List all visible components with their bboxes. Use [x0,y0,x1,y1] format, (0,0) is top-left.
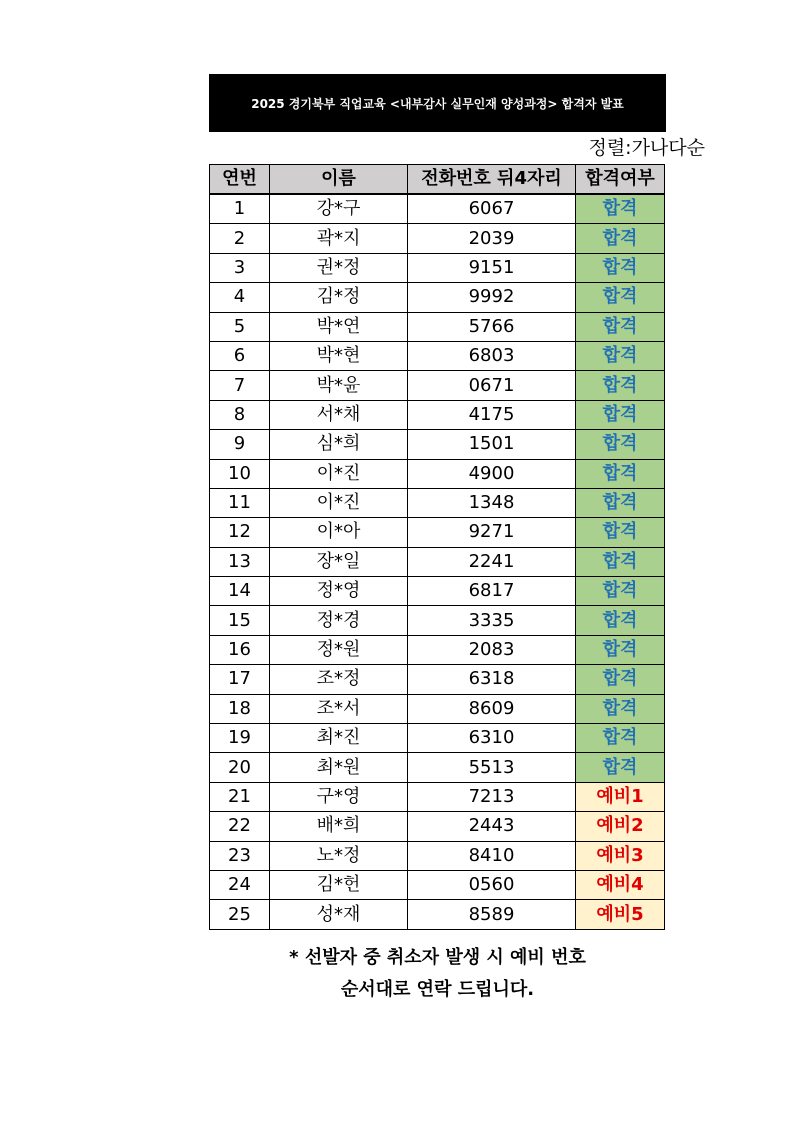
cell-name: 성*재 [270,900,408,929]
cell-status: 합격 [576,488,665,517]
table-row [210,812,665,841]
cell-status: 합격 [576,577,665,606]
cell-status: 합격 [576,253,665,282]
cell-no: 13 [210,547,270,576]
cell-phone: 6318 [408,665,576,694]
cell-status: 합격 [576,371,665,400]
cell-status: 합격 [576,283,665,312]
cell-status: 합격 [576,724,665,753]
cell-phone: 2083 [408,635,576,664]
cell-no: 16 [210,635,270,664]
table-row [210,371,665,400]
cell-status: 예비1 [576,782,665,811]
cell-phone: 4900 [408,459,576,488]
cell-status: 예비2 [576,812,665,841]
cell-status: 합격 [576,635,665,664]
cell-no: 11 [210,488,270,517]
cell-no: 1 [210,194,270,224]
cell-no: 18 [210,694,270,723]
table-row [210,518,665,547]
cell-no: 23 [210,841,270,870]
cell-phone: 5513 [408,753,576,782]
cell-status: 합격 [576,665,665,694]
cell-no: 10 [210,459,270,488]
table-row [210,870,665,899]
header-no: 연번 [210,165,270,195]
cell-phone: 8589 [408,900,576,929]
cell-no: 7 [210,371,270,400]
cell-phone: 3335 [408,606,576,635]
cell-name: 김*정 [270,283,408,312]
results-table [209,164,665,930]
cell-no: 14 [210,577,270,606]
header-phone: 전화번호 뒤4자리 [408,165,576,195]
cell-status: 합격 [576,606,665,635]
cell-name: 정*영 [270,577,408,606]
cell-no: 9 [210,430,270,459]
cell-status: 합격 [576,459,665,488]
table-row [210,606,665,635]
cell-phone: 9992 [408,283,576,312]
cell-phone: 2039 [408,224,576,253]
cell-phone: 7213 [408,782,576,811]
header-status: 합격여부 [576,165,665,195]
table-row [210,900,665,929]
cell-status: 합격 [576,341,665,370]
table-row [210,312,665,341]
cell-no: 22 [210,812,270,841]
cell-phone: 6803 [408,341,576,370]
table-row [210,400,665,429]
cell-status: 합격 [576,312,665,341]
table-row [210,253,665,282]
cell-name: 심*희 [270,430,408,459]
cell-phone: 4175 [408,400,576,429]
table-row [210,724,665,753]
table-row [210,577,665,606]
cell-status: 합격 [576,518,665,547]
cell-name: 배*희 [270,812,408,841]
cell-name: 정*경 [270,606,408,635]
cell-name: 박*연 [270,312,408,341]
table-row [210,753,665,782]
cell-name: 권*정 [270,253,408,282]
cell-no: 19 [210,724,270,753]
cell-name: 최*진 [270,724,408,753]
cell-no: 24 [210,870,270,899]
cell-status: 합격 [576,753,665,782]
cell-phone: 2241 [408,547,576,576]
cell-phone: 8410 [408,841,576,870]
table-row [210,194,665,224]
cell-status: 합격 [576,224,665,253]
cell-status: 합격 [576,694,665,723]
cell-status: 합격 [576,400,665,429]
cell-no: 6 [210,341,270,370]
cell-phone: 0560 [408,870,576,899]
table-row [210,547,665,576]
table-row [210,459,665,488]
cell-name: 서*채 [270,400,408,429]
table-row [210,488,665,517]
table-row [210,224,665,253]
cell-no: 20 [210,753,270,782]
cell-status: 합격 [576,430,665,459]
cell-phone: 9151 [408,253,576,282]
cell-name: 강*구 [270,194,408,224]
cell-status: 예비3 [576,841,665,870]
cell-phone: 1348 [408,488,576,517]
cell-no: 25 [210,900,270,929]
cell-no: 4 [210,283,270,312]
cell-status: 합격 [576,547,665,576]
cell-name: 정*원 [270,635,408,664]
cell-no: 2 [210,224,270,253]
cell-status: 예비5 [576,900,665,929]
cell-name: 이*아 [270,518,408,547]
table-row [210,283,665,312]
cell-name: 노*정 [270,841,408,870]
table-row [210,665,665,694]
cell-phone: 5766 [408,312,576,341]
cell-no: 15 [210,606,270,635]
cell-name: 구*영 [270,782,408,811]
cell-phone: 6067 [408,194,576,224]
cell-name: 장*일 [270,547,408,576]
cell-status: 예비4 [576,870,665,899]
footnote-line-1: * 선발자 중 취소자 발생 시 예비 번호 [289,947,586,968]
table-row [210,430,665,459]
cell-no: 21 [210,782,270,811]
table-row [210,341,665,370]
table-row [210,694,665,723]
cell-no: 12 [210,518,270,547]
cell-phone: 0671 [408,371,576,400]
cell-name: 곽*지 [270,224,408,253]
cell-name: 조*서 [270,694,408,723]
cell-phone: 6310 [408,724,576,753]
cell-phone: 2443 [408,812,576,841]
cell-name: 최*원 [270,753,408,782]
cell-phone: 1501 [408,430,576,459]
cell-name: 김*헌 [270,870,408,899]
sort-order-note: 정렬:가나다순 [588,137,705,159]
footnote-line-2: 순서대로 연락 드립니다. [340,979,535,1000]
table-row [210,841,665,870]
table-body [210,194,665,929]
cell-name: 이*진 [270,459,408,488]
cell-no: 3 [210,253,270,282]
cell-phone: 6817 [408,577,576,606]
cell-name: 이*진 [270,488,408,517]
cell-no: 17 [210,665,270,694]
header-name: 이름 [270,165,408,195]
table-row [210,782,665,811]
cell-status: 합격 [576,194,665,224]
table-row [210,635,665,664]
announcement-title: 2025 경기북부 직업교육 <내부감사 실무인재 양성과정> 합격자 발표 [209,74,666,132]
cell-phone: 8609 [408,694,576,723]
cell-name: 박*현 [270,341,408,370]
cell-no: 5 [210,312,270,341]
cell-no: 8 [210,400,270,429]
cell-name: 조*정 [270,665,408,694]
cell-phone: 9271 [408,518,576,547]
table-header-row [210,165,665,195]
cell-name: 박*윤 [270,371,408,400]
